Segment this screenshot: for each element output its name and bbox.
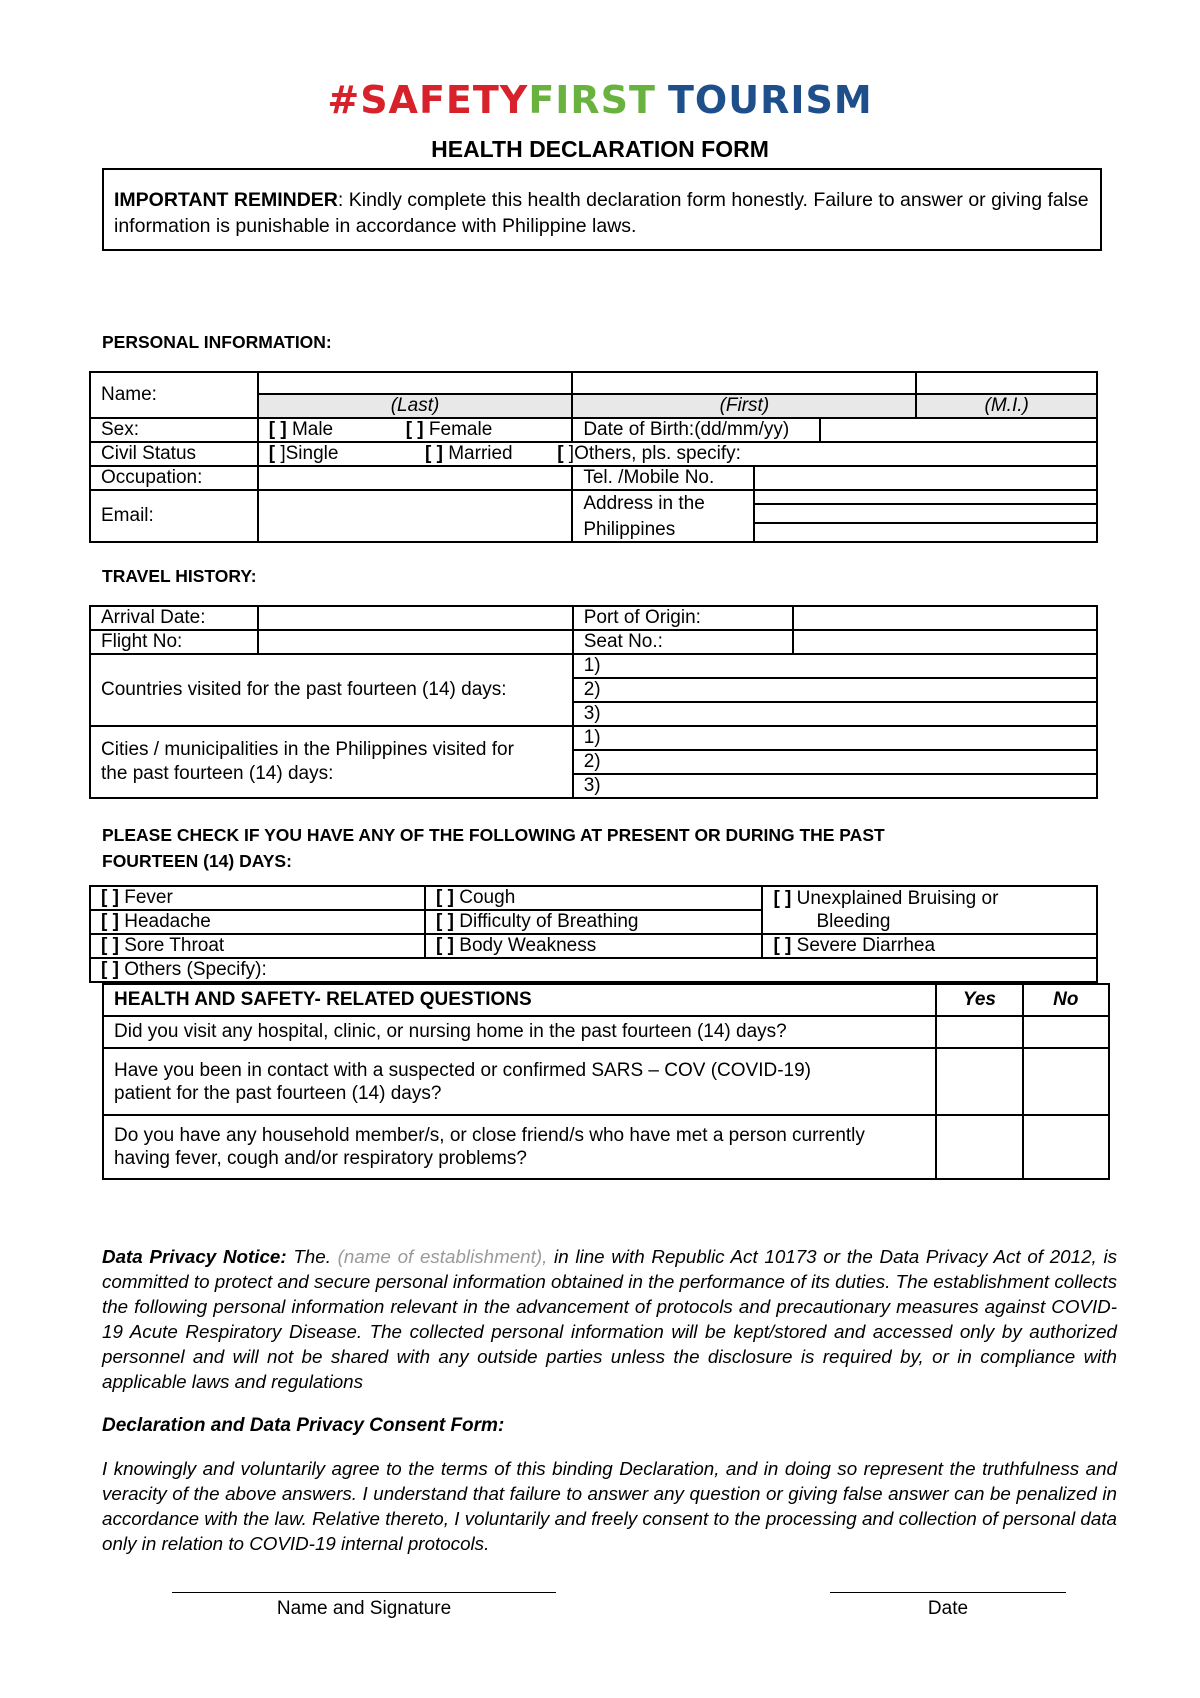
female-label: Female bbox=[428, 419, 493, 440]
city-field-2[interactable]: 2) bbox=[574, 751, 1096, 775]
mi-caption: (M.I.) bbox=[916, 394, 1097, 418]
first-name-field[interactable] bbox=[572, 372, 916, 394]
q2-yes[interactable] bbox=[936, 1048, 1022, 1115]
bruising-label-line1: Unexplained Bruising or bbox=[796, 888, 999, 909]
married-checkbox[interactable]: [ ] bbox=[425, 443, 443, 464]
logo-safety: SAFETY bbox=[360, 78, 529, 122]
no-header: No bbox=[1023, 984, 1109, 1016]
reminder-text: : Kindly complete this health declaration form honestly. Failure to answer or giving false information is punishable in accordance with Philippine laws. bbox=[114, 189, 1089, 237]
flight-field[interactable] bbox=[258, 630, 573, 654]
headache-label: Headache bbox=[124, 911, 211, 932]
question-3-line1: Do you have any household member/s, or close friend/s who have met a person currently bbox=[114, 1125, 865, 1146]
address-cell bbox=[572, 490, 1097, 542]
yes-header: Yes bbox=[936, 984, 1022, 1016]
symptoms-heading-line2: FOURTEEN (14) DAYS: bbox=[102, 851, 292, 871]
logo-hash: # bbox=[327, 78, 361, 122]
first-caption: (First) bbox=[572, 394, 916, 418]
country-field-2[interactable]: 2) bbox=[574, 679, 1096, 703]
consent-text: I knowingly and voluntarily agree to the terms of this binding Declaration, and in doing so represent the truthfulness and veracity of the above answers. I understand that failure to answer any question or giving false answer can be penalized in accordance with the law. Relative thereto, I voluntarily and freely consent to the processing and collection of personal data only in relation to COVID-19 internal protocols. bbox=[102, 1458, 1117, 1554]
country-field-1[interactable]: 1) bbox=[574, 655, 1096, 679]
email-label: Email: bbox=[90, 490, 258, 542]
diarrhea-checkbox[interactable]: [ ] bbox=[773, 935, 792, 956]
city-field-3[interactable]: 3) bbox=[583, 775, 601, 796]
civil-status-options bbox=[258, 442, 1097, 466]
symptom-others[interactable] bbox=[90, 958, 1097, 982]
country-field-3[interactable]: 3) bbox=[583, 703, 601, 724]
sore-throat-checkbox[interactable]: [ ] bbox=[101, 935, 119, 956]
address-label bbox=[573, 491, 755, 541]
bruising-checkbox[interactable]: [ ] bbox=[773, 888, 792, 909]
male-label: Male bbox=[291, 419, 334, 440]
others-label: ]Others, pls. specify: bbox=[568, 443, 741, 464]
flight-label: Flight No: bbox=[90, 630, 258, 654]
countries-label: Countries visited for the past fourteen (14) days: bbox=[90, 654, 573, 726]
symptoms-table bbox=[89, 885, 1098, 983]
personal-table bbox=[89, 371, 1098, 543]
married-label: Married bbox=[448, 443, 513, 464]
q3-no[interactable] bbox=[1023, 1115, 1109, 1179]
privacy-the: The. bbox=[286, 1246, 338, 1267]
address-label-line1: Address in the bbox=[583, 493, 705, 514]
breathing-label: Difficulty of Breathing bbox=[459, 911, 639, 932]
email-field[interactable] bbox=[258, 490, 573, 542]
occupation-label: Occupation: bbox=[90, 466, 258, 490]
others-checkbox[interactable]: [ bbox=[557, 443, 569, 464]
cities-label bbox=[90, 726, 573, 798]
cough-label: Cough bbox=[459, 887, 516, 908]
seat-label: Seat No.: bbox=[573, 630, 794, 654]
cities-label-line2: the past fourteen (14) days: bbox=[101, 763, 334, 784]
signature-label: Name and Signature bbox=[276, 1598, 452, 1619]
tel-cell bbox=[572, 466, 1097, 490]
symptoms-heading bbox=[102, 822, 885, 874]
sore-throat-label: Sore Throat bbox=[124, 935, 225, 956]
reminder-box bbox=[102, 168, 1102, 251]
logo-tourism: TOURISM bbox=[667, 78, 873, 122]
symptom-breathing[interactable] bbox=[425, 910, 762, 934]
travel-heading: TRAVEL HISTORY: bbox=[102, 566, 257, 586]
weakness-label: Body Weakness bbox=[459, 935, 597, 956]
consent-heading: Declaration and Data Privacy Consent Form: bbox=[102, 1415, 505, 1436]
bruising-label-line2: Bleeding bbox=[816, 911, 891, 932]
question-2-line2: patient for the past fourteen (14) days? bbox=[114, 1082, 442, 1104]
symptom-sore-throat[interactable] bbox=[90, 934, 425, 958]
question-3-line2: having fever, cough and/or respiratory problems? bbox=[114, 1148, 527, 1169]
q3-yes[interactable] bbox=[936, 1115, 1022, 1179]
single-label: ]Single bbox=[280, 443, 339, 464]
cities-fields bbox=[573, 726, 1097, 798]
name-label: Name: bbox=[90, 372, 258, 418]
privacy-establishment: (name of establishment), bbox=[337, 1246, 548, 1267]
privacy-text: in line with Republic Act 10173 or the Data Privacy Act of 2012, is committed to protect and secure personal information obtained in the performance of its duties. The establishment collects the following personal information relevant in the advancement of protocols and precautionary measures against COVID-19 Acute Respiratory Disease. The collected personal information will be kept/stored and accessed only by authorized personnel and will not be shared with any outside parties unless the disclosure is required by, or in compliance with applicable laws and regulations bbox=[102, 1246, 1118, 1392]
headache-checkbox[interactable]: [ ] bbox=[101, 911, 119, 932]
logo-first: FIRST bbox=[528, 78, 656, 122]
sex-options bbox=[258, 418, 573, 442]
questions-table bbox=[102, 983, 1110, 1180]
address-field-1[interactable] bbox=[755, 491, 1096, 505]
privacy-label: Data Privacy Notice: bbox=[102, 1246, 287, 1267]
diarrhea-label: Severe Diarrhea bbox=[796, 935, 936, 956]
cough-checkbox[interactable]: [ ] bbox=[436, 887, 454, 908]
symptom-weakness[interactable] bbox=[425, 934, 762, 958]
fever-checkbox[interactable]: [ ] bbox=[101, 887, 119, 908]
dob-label: Date of Birth:(dd/mm/yy) bbox=[573, 419, 821, 441]
questions-heading: HEALTH AND SAFETY- RELATED QUESTIONS bbox=[103, 984, 936, 1016]
male-checkbox[interactable]: [ ] bbox=[268, 419, 287, 440]
question-1: Did you visit any hospital, clinic, or nursing home in the past fourteen (14) days? bbox=[103, 1016, 936, 1048]
arrival-label: Arrival Date: bbox=[90, 606, 258, 630]
symptoms-heading-line1: PLEASE CHECK IF YOU HAVE ANY OF THE FOLLOWING AT PRESENT OR DURING THE PAST bbox=[102, 825, 885, 845]
reminder-label: IMPORTANT REMINDER bbox=[114, 189, 338, 211]
travel-table bbox=[89, 605, 1098, 799]
q1-no[interactable] bbox=[1023, 1016, 1109, 1048]
occupation-field[interactable] bbox=[258, 466, 573, 490]
sex-label: Sex: bbox=[90, 418, 258, 442]
breathing-checkbox[interactable]: [ ] bbox=[436, 911, 454, 932]
symptom-cough[interactable] bbox=[425, 886, 762, 910]
address-field-2[interactable] bbox=[755, 505, 1096, 524]
address-label-line2: Philippines bbox=[583, 519, 676, 540]
q2-no[interactable] bbox=[1023, 1048, 1109, 1115]
countries-fields bbox=[573, 654, 1097, 726]
privacy-notice bbox=[102, 1244, 1117, 1394]
origin-field[interactable] bbox=[793, 606, 1097, 630]
symptom-headache[interactable] bbox=[90, 910, 425, 934]
last-caption: (Last) bbox=[258, 394, 573, 418]
page-title: HEALTH DECLARATION FORM bbox=[431, 136, 769, 162]
mi-field[interactable] bbox=[916, 372, 1097, 394]
date-line[interactable] bbox=[830, 1592, 1066, 1593]
symptom-diarrhea[interactable] bbox=[762, 934, 1097, 958]
address-field-3[interactable] bbox=[755, 524, 1096, 541]
symptom-fever[interactable] bbox=[90, 886, 425, 910]
cities-label-line1: Cities / municipalities in the Philippines visited for bbox=[101, 739, 514, 760]
date-label: Date bbox=[927, 1598, 969, 1619]
tel-label: Tel. /Mobile No. bbox=[573, 467, 755, 489]
others-symptom-label: Others (Specify): bbox=[124, 959, 267, 980]
symptom-bruising[interactable] bbox=[762, 886, 1097, 934]
seat-field[interactable] bbox=[793, 630, 1097, 654]
arrival-field[interactable] bbox=[258, 606, 573, 630]
origin-label: Port of Origin: bbox=[573, 606, 794, 630]
brand-logo bbox=[0, 78, 1200, 122]
single-checkbox[interactable]: [ bbox=[268, 443, 281, 464]
fever-label: Fever bbox=[124, 887, 173, 908]
dob-cell bbox=[572, 418, 1097, 442]
question-3 bbox=[103, 1115, 936, 1179]
question-2 bbox=[103, 1048, 936, 1115]
question-2-line1: Have you been in contact with a suspected or confirmed SARS – COV (COVID-19) bbox=[114, 1059, 811, 1081]
civil-status-label: Civil Status bbox=[90, 442, 258, 466]
others-symptom-checkbox[interactable]: [ ] bbox=[101, 959, 119, 980]
signature-line[interactable] bbox=[172, 1592, 556, 1593]
city-field-1[interactable]: 1) bbox=[574, 727, 1096, 751]
last-name-field[interactable] bbox=[258, 372, 573, 394]
female-checkbox[interactable]: [ ] bbox=[405, 419, 424, 440]
personal-heading: PERSONAL INFORMATION: bbox=[102, 332, 332, 352]
weakness-checkbox[interactable]: [ ] bbox=[436, 935, 454, 956]
q1-yes[interactable] bbox=[936, 1016, 1022, 1048]
